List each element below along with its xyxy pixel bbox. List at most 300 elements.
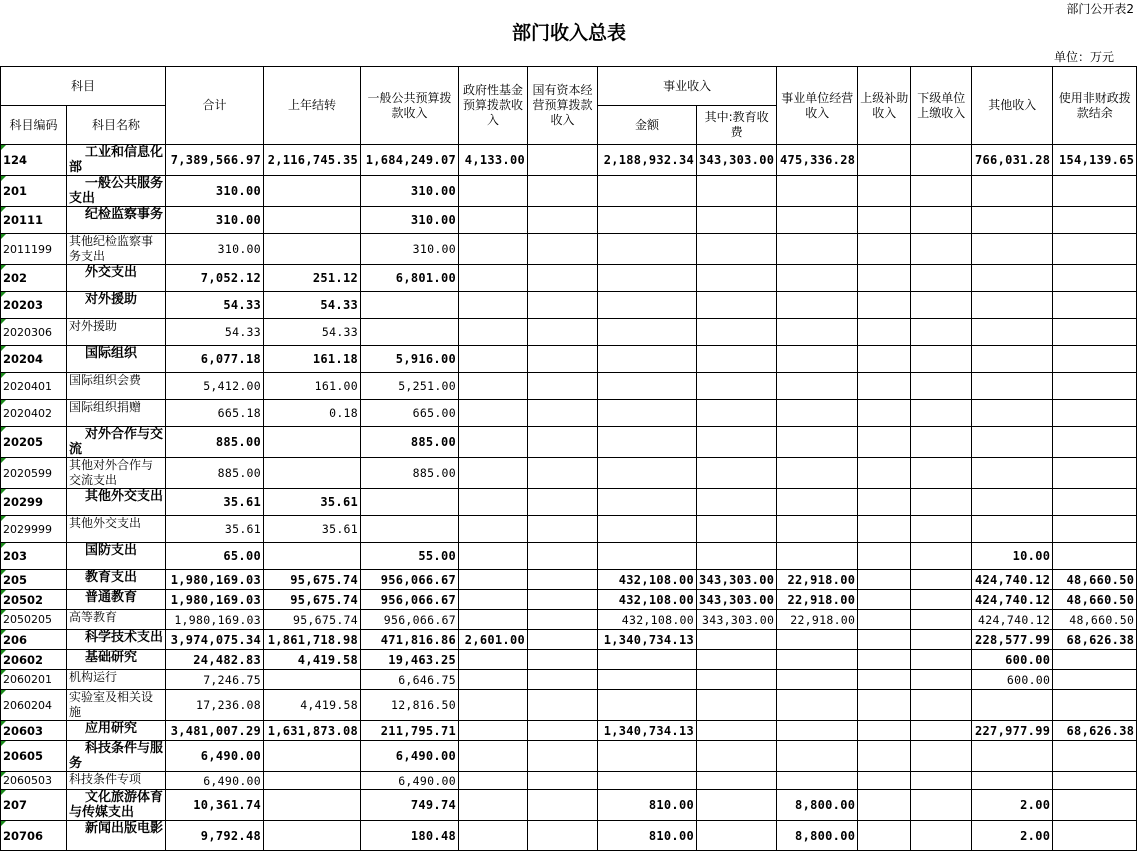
amount-cell bbox=[459, 690, 528, 721]
amount-cell bbox=[911, 400, 972, 427]
amount-cell: 600.00 bbox=[972, 670, 1053, 690]
amount-cell: 22,918.00 bbox=[777, 610, 858, 630]
amount-cell bbox=[528, 721, 598, 741]
subject-code-cell bbox=[1, 234, 67, 265]
table-row bbox=[1, 265, 1137, 292]
subject-name: 科技条件与服务 bbox=[69, 741, 163, 771]
amount-cell bbox=[1053, 790, 1137, 821]
header-amount: 金额 bbox=[598, 106, 697, 145]
amount-cell: 55.00 bbox=[361, 543, 459, 570]
amount-cell bbox=[459, 489, 528, 516]
subject-name-cell bbox=[67, 741, 166, 772]
amount-cell bbox=[598, 690, 697, 721]
amount-cell bbox=[598, 346, 697, 373]
amount-cell: 4,133.00 bbox=[459, 145, 528, 176]
amount-cell bbox=[777, 373, 858, 400]
amount-cell bbox=[459, 610, 528, 630]
amount-cell bbox=[459, 234, 528, 265]
amount-cell bbox=[911, 590, 972, 610]
amount-cell bbox=[528, 427, 598, 458]
amount-cell: 4,419.58 bbox=[264, 690, 361, 721]
amount-cell: 310.00 bbox=[361, 207, 459, 234]
subject-name-cell bbox=[67, 721, 166, 741]
amount-cell: 54.33 bbox=[166, 319, 264, 346]
amount-cell: 227,977.99 bbox=[972, 721, 1053, 741]
table-row bbox=[1, 590, 1137, 610]
amount-cell bbox=[459, 650, 528, 670]
subject-code-cell bbox=[1, 543, 67, 570]
text-number-indicator-icon bbox=[1, 319, 6, 324]
amount-cell bbox=[697, 207, 777, 234]
amount-cell: 6,490.00 bbox=[361, 772, 459, 790]
amount-cell bbox=[777, 207, 858, 234]
amount-cell bbox=[972, 265, 1053, 292]
subject-name-cell bbox=[67, 790, 166, 821]
amount-cell bbox=[598, 176, 697, 207]
amount-cell bbox=[264, 427, 361, 458]
subject-code-cell bbox=[1, 741, 67, 772]
subject-code: 20203 bbox=[3, 298, 44, 312]
table-row bbox=[1, 610, 1137, 630]
amount-cell: 5,251.00 bbox=[361, 373, 459, 400]
amount-cell bbox=[911, 570, 972, 590]
text-number-indicator-icon bbox=[1, 400, 6, 405]
subject-name-cell bbox=[67, 570, 166, 590]
amount-cell bbox=[528, 543, 598, 570]
amount-cell bbox=[697, 516, 777, 543]
subject-name-cell bbox=[67, 772, 166, 790]
amount-cell bbox=[1053, 650, 1137, 670]
subject-name: 国际组织捐赠 bbox=[69, 400, 142, 414]
amount-cell bbox=[1053, 427, 1137, 458]
subject-name-cell bbox=[67, 590, 166, 610]
amount-cell bbox=[697, 319, 777, 346]
header-name: 科目名称 bbox=[67, 106, 166, 145]
amount-cell: 161.18 bbox=[264, 346, 361, 373]
amount-cell bbox=[459, 790, 528, 821]
table-row bbox=[1, 670, 1137, 690]
amount-cell bbox=[777, 234, 858, 265]
amount-cell: 6,646.75 bbox=[361, 670, 459, 690]
table-body bbox=[1, 145, 1137, 851]
text-number-indicator-icon bbox=[1, 650, 6, 655]
amount-cell bbox=[264, 458, 361, 489]
amount-cell bbox=[858, 319, 911, 346]
amount-cell: 228,577.99 bbox=[972, 630, 1053, 650]
amount-cell bbox=[777, 772, 858, 790]
amount-cell bbox=[598, 292, 697, 319]
amount-cell bbox=[911, 516, 972, 543]
amount-cell bbox=[264, 821, 361, 851]
amount-cell bbox=[972, 458, 1053, 489]
amount-cell: 749.74 bbox=[361, 790, 459, 821]
subject-name-cell bbox=[67, 489, 166, 516]
table-row bbox=[1, 400, 1137, 427]
text-number-indicator-icon bbox=[1, 690, 6, 695]
income-summary-table bbox=[0, 66, 1137, 851]
amount-cell: 6,490.00 bbox=[166, 772, 264, 790]
amount-cell bbox=[598, 516, 697, 543]
text-number-indicator-icon bbox=[1, 176, 6, 181]
amount-cell bbox=[1053, 821, 1137, 851]
amount-cell: 6,077.18 bbox=[166, 346, 264, 373]
subject-code-cell bbox=[1, 346, 67, 373]
amount-cell bbox=[858, 570, 911, 590]
amount-cell bbox=[858, 145, 911, 176]
amount-cell bbox=[911, 721, 972, 741]
amount-cell bbox=[911, 741, 972, 772]
amount-cell bbox=[777, 543, 858, 570]
subject-name: 工业和信息化部 bbox=[69, 145, 163, 175]
amount-cell bbox=[528, 176, 598, 207]
subject-name: 普通教育 bbox=[85, 590, 138, 605]
subject-name: 国际组织 bbox=[85, 346, 138, 361]
amount-cell bbox=[911, 176, 972, 207]
subject-name-cell bbox=[67, 427, 166, 458]
amount-cell bbox=[858, 400, 911, 427]
table-row bbox=[1, 570, 1137, 590]
subject-name-cell bbox=[67, 346, 166, 373]
amount-cell: 1,631,873.08 bbox=[264, 721, 361, 741]
amount-cell bbox=[858, 721, 911, 741]
subject-name: 基础研究 bbox=[85, 650, 138, 665]
amount-cell bbox=[972, 319, 1053, 346]
text-number-indicator-icon bbox=[1, 346, 6, 351]
subject-name: 对外合作与交流 bbox=[69, 427, 163, 457]
amount-cell: 424,740.12 bbox=[972, 590, 1053, 610]
amount-cell: 600.00 bbox=[972, 650, 1053, 670]
amount-cell: 310.00 bbox=[361, 176, 459, 207]
text-number-indicator-icon bbox=[1, 427, 6, 432]
amount-cell bbox=[459, 741, 528, 772]
amount-cell bbox=[911, 458, 972, 489]
table-row bbox=[1, 176, 1137, 207]
amount-cell bbox=[972, 346, 1053, 373]
text-number-indicator-icon bbox=[1, 741, 6, 746]
subject-code: 2060204 bbox=[3, 698, 52, 712]
amount-cell: 343,303.00 bbox=[697, 570, 777, 590]
subject-name: 科学技术支出 bbox=[85, 630, 163, 645]
amount-cell bbox=[911, 772, 972, 790]
text-number-indicator-icon bbox=[1, 630, 6, 635]
table-row bbox=[1, 145, 1137, 176]
amount-cell bbox=[858, 741, 911, 772]
amount-cell bbox=[598, 265, 697, 292]
amount-cell bbox=[459, 292, 528, 319]
amount-cell bbox=[459, 265, 528, 292]
amount-cell bbox=[459, 207, 528, 234]
amount-cell: 65.00 bbox=[166, 543, 264, 570]
text-number-indicator-icon bbox=[1, 670, 6, 675]
subject-name: 国际组织会费 bbox=[69, 373, 142, 387]
text-number-indicator-icon bbox=[1, 772, 6, 777]
amount-cell bbox=[598, 234, 697, 265]
subject-name: 其他外交支出 bbox=[85, 489, 163, 504]
amount-cell bbox=[697, 265, 777, 292]
amount-cell: 2,601.00 bbox=[459, 630, 528, 650]
subject-name-cell bbox=[67, 400, 166, 427]
subject-code-cell bbox=[1, 570, 67, 590]
subject-name: 实验室及相关设施 bbox=[69, 690, 154, 719]
text-number-indicator-icon bbox=[1, 265, 6, 270]
table-row bbox=[1, 772, 1137, 790]
amount-cell: 2.00 bbox=[972, 790, 1053, 821]
text-number-indicator-icon bbox=[1, 234, 6, 239]
amount-cell bbox=[697, 458, 777, 489]
amount-cell bbox=[858, 458, 911, 489]
table-row bbox=[1, 292, 1137, 319]
amount-cell bbox=[858, 265, 911, 292]
amount-cell bbox=[1053, 543, 1137, 570]
amount-cell: 54.33 bbox=[264, 319, 361, 346]
amount-cell: 35.61 bbox=[166, 489, 264, 516]
amount-cell bbox=[697, 670, 777, 690]
amount-cell bbox=[697, 790, 777, 821]
header-state-capital: 国有资本经营预算拨款收入 bbox=[528, 67, 598, 145]
amount-cell bbox=[459, 176, 528, 207]
amount-cell bbox=[911, 790, 972, 821]
amount-cell bbox=[264, 670, 361, 690]
subject-code-cell bbox=[1, 489, 67, 516]
amount-cell: 885.00 bbox=[361, 427, 459, 458]
amount-cell: 310.00 bbox=[166, 176, 264, 207]
subject-code-cell bbox=[1, 292, 67, 319]
amount-cell: 2.00 bbox=[972, 821, 1053, 851]
amount-cell: 4,419.58 bbox=[264, 650, 361, 670]
amount-cell: 810.00 bbox=[598, 821, 697, 851]
amount-cell: 956,066.67 bbox=[361, 570, 459, 590]
amount-cell bbox=[1053, 346, 1137, 373]
amount-cell bbox=[697, 234, 777, 265]
amount-cell bbox=[697, 346, 777, 373]
subject-name: 新闻出版电影 bbox=[85, 821, 163, 836]
text-number-indicator-icon bbox=[1, 570, 6, 575]
amount-cell: 475,336.28 bbox=[777, 145, 858, 176]
amount-cell: 68,626.38 bbox=[1053, 721, 1137, 741]
amount-cell bbox=[1053, 400, 1137, 427]
amount-cell: 343,303.00 bbox=[697, 590, 777, 610]
subject-code-cell bbox=[1, 610, 67, 630]
subject-name: 文化旅游体育与传媒支出 bbox=[69, 790, 163, 820]
amount-cell bbox=[858, 373, 911, 400]
amount-cell bbox=[777, 690, 858, 721]
subject-code: 20204 bbox=[3, 352, 44, 366]
amount-cell bbox=[598, 400, 697, 427]
amount-cell bbox=[598, 458, 697, 489]
amount-cell bbox=[1053, 176, 1137, 207]
amount-cell bbox=[697, 292, 777, 319]
amount-cell bbox=[697, 690, 777, 721]
amount-cell: 95,675.74 bbox=[264, 570, 361, 590]
amount-cell bbox=[858, 234, 911, 265]
amount-cell bbox=[972, 400, 1053, 427]
amount-cell: 1,980,169.03 bbox=[166, 610, 264, 630]
amount-cell bbox=[972, 690, 1053, 721]
amount-cell bbox=[911, 346, 972, 373]
amount-cell bbox=[777, 319, 858, 346]
amount-cell bbox=[598, 207, 697, 234]
amount-cell: 424,740.12 bbox=[972, 570, 1053, 590]
amount-cell bbox=[858, 690, 911, 721]
amount-cell bbox=[697, 489, 777, 516]
amount-cell bbox=[1053, 292, 1137, 319]
amount-cell bbox=[911, 373, 972, 400]
amount-cell: 6,490.00 bbox=[166, 741, 264, 772]
text-number-indicator-icon bbox=[1, 145, 6, 150]
subject-name-cell bbox=[67, 176, 166, 207]
amount-cell bbox=[1053, 373, 1137, 400]
subject-code-cell bbox=[1, 790, 67, 821]
amount-cell: 810.00 bbox=[598, 790, 697, 821]
subject-code: 207 bbox=[3, 798, 28, 812]
subject-code: 20706 bbox=[3, 828, 44, 843]
amount-cell bbox=[528, 670, 598, 690]
table-row bbox=[1, 821, 1137, 851]
header-subordinate-payment: 下级单位上缴收入 bbox=[911, 67, 972, 145]
amount-cell bbox=[972, 516, 1053, 543]
amount-cell bbox=[1053, 741, 1137, 772]
amount-cell bbox=[528, 570, 598, 590]
subject-code-cell bbox=[1, 400, 67, 427]
amount-cell: 7,052.12 bbox=[166, 265, 264, 292]
table-row bbox=[1, 373, 1137, 400]
amount-cell bbox=[697, 821, 777, 851]
table-row bbox=[1, 427, 1137, 458]
amount-cell: 180.48 bbox=[361, 821, 459, 851]
amount-cell bbox=[911, 234, 972, 265]
amount-cell bbox=[459, 772, 528, 790]
subject-code-cell bbox=[1, 176, 67, 207]
amount-cell bbox=[1053, 670, 1137, 690]
amount-cell bbox=[598, 772, 697, 790]
amount-cell bbox=[264, 207, 361, 234]
amount-cell: 432,108.00 bbox=[598, 610, 697, 630]
subject-name-cell bbox=[67, 265, 166, 292]
amount-cell bbox=[598, 670, 697, 690]
amount-cell bbox=[777, 176, 858, 207]
subject-code-cell bbox=[1, 145, 67, 176]
amount-cell bbox=[264, 790, 361, 821]
page-title: 部门收入总表 bbox=[511, 22, 626, 44]
amount-cell bbox=[528, 145, 598, 176]
amount-cell bbox=[264, 176, 361, 207]
amount-cell bbox=[697, 543, 777, 570]
subject-name-cell bbox=[67, 516, 166, 543]
subject-code-cell bbox=[1, 319, 67, 346]
amount-cell bbox=[858, 292, 911, 319]
amount-cell: 1,861,718.98 bbox=[264, 630, 361, 650]
text-number-indicator-icon bbox=[1, 821, 6, 826]
amount-cell bbox=[858, 346, 911, 373]
amount-cell bbox=[911, 670, 972, 690]
amount-cell: 665.18 bbox=[166, 400, 264, 427]
subject-name-cell bbox=[67, 458, 166, 489]
amount-cell: 17,236.08 bbox=[166, 690, 264, 721]
amount-cell bbox=[777, 292, 858, 319]
amount-cell bbox=[528, 292, 598, 319]
amount-cell: 251.12 bbox=[264, 265, 361, 292]
header-edu-fee: 其中:教育收费 bbox=[697, 106, 777, 145]
header-non-fiscal-balance: 使用非财政拨款结余 bbox=[1053, 67, 1137, 145]
subject-code-cell bbox=[1, 630, 67, 650]
amount-cell: 2,188,932.34 bbox=[598, 145, 697, 176]
amount-cell bbox=[972, 292, 1053, 319]
amount-cell: 95,675.74 bbox=[264, 590, 361, 610]
amount-cell: 2,116,745.35 bbox=[264, 145, 361, 176]
amount-cell: 1,980,169.03 bbox=[166, 590, 264, 610]
subject-name: 国防支出 bbox=[85, 543, 138, 558]
subject-code: 2020306 bbox=[3, 325, 52, 339]
amount-cell bbox=[1053, 207, 1137, 234]
amount-cell bbox=[911, 630, 972, 650]
amount-cell bbox=[598, 650, 697, 670]
amount-cell bbox=[459, 570, 528, 590]
amount-cell bbox=[459, 670, 528, 690]
table-row bbox=[1, 319, 1137, 346]
amount-cell: 885.00 bbox=[361, 458, 459, 489]
table-row bbox=[1, 790, 1137, 821]
amount-cell: 766,031.28 bbox=[972, 145, 1053, 176]
subject-code-cell bbox=[1, 772, 67, 790]
subject-name-cell bbox=[67, 207, 166, 234]
amount-cell bbox=[697, 176, 777, 207]
amount-cell: 12,816.50 bbox=[361, 690, 459, 721]
amount-cell bbox=[972, 772, 1053, 790]
subject-code: 2020402 bbox=[3, 406, 52, 420]
amount-cell bbox=[598, 741, 697, 772]
subject-code-cell bbox=[1, 427, 67, 458]
subject-name: 对外援助 bbox=[69, 319, 118, 333]
header-subject: 科目 bbox=[1, 67, 166, 106]
amount-cell: 1,980,169.03 bbox=[166, 570, 264, 590]
subject-code: 201 bbox=[3, 184, 28, 198]
amount-cell bbox=[777, 650, 858, 670]
amount-cell bbox=[972, 373, 1053, 400]
subject-name: 教育支出 bbox=[85, 570, 138, 585]
subject-name: 对外援助 bbox=[85, 292, 138, 307]
table-row bbox=[1, 207, 1137, 234]
amount-cell: 885.00 bbox=[166, 427, 264, 458]
subject-name-cell bbox=[67, 821, 166, 851]
table-row bbox=[1, 741, 1137, 772]
amount-cell bbox=[459, 458, 528, 489]
subject-code: 206 bbox=[3, 632, 28, 647]
amount-cell: 8,800.00 bbox=[777, 790, 858, 821]
amount-cell: 24,482.83 bbox=[166, 650, 264, 670]
amount-cell bbox=[972, 234, 1053, 265]
table-row bbox=[1, 234, 1137, 265]
table-row bbox=[1, 650, 1137, 670]
amount-cell bbox=[264, 543, 361, 570]
amount-cell: 10.00 bbox=[972, 543, 1053, 570]
text-number-indicator-icon bbox=[1, 610, 6, 615]
amount-cell bbox=[697, 630, 777, 650]
subject-name-cell bbox=[67, 670, 166, 690]
subject-code: 205 bbox=[3, 572, 28, 587]
amount-cell: 310.00 bbox=[166, 234, 264, 265]
subject-code-cell bbox=[1, 516, 67, 543]
text-number-indicator-icon bbox=[1, 292, 6, 297]
table-row bbox=[1, 516, 1137, 543]
subject-code: 2020599 bbox=[3, 466, 52, 480]
table-row bbox=[1, 721, 1137, 741]
amount-cell bbox=[598, 427, 697, 458]
amount-cell bbox=[528, 234, 598, 265]
amount-cell bbox=[459, 373, 528, 400]
amount-cell: 432,108.00 bbox=[598, 590, 697, 610]
subject-code-cell bbox=[1, 721, 67, 741]
subject-name: 外交支出 bbox=[85, 265, 138, 280]
